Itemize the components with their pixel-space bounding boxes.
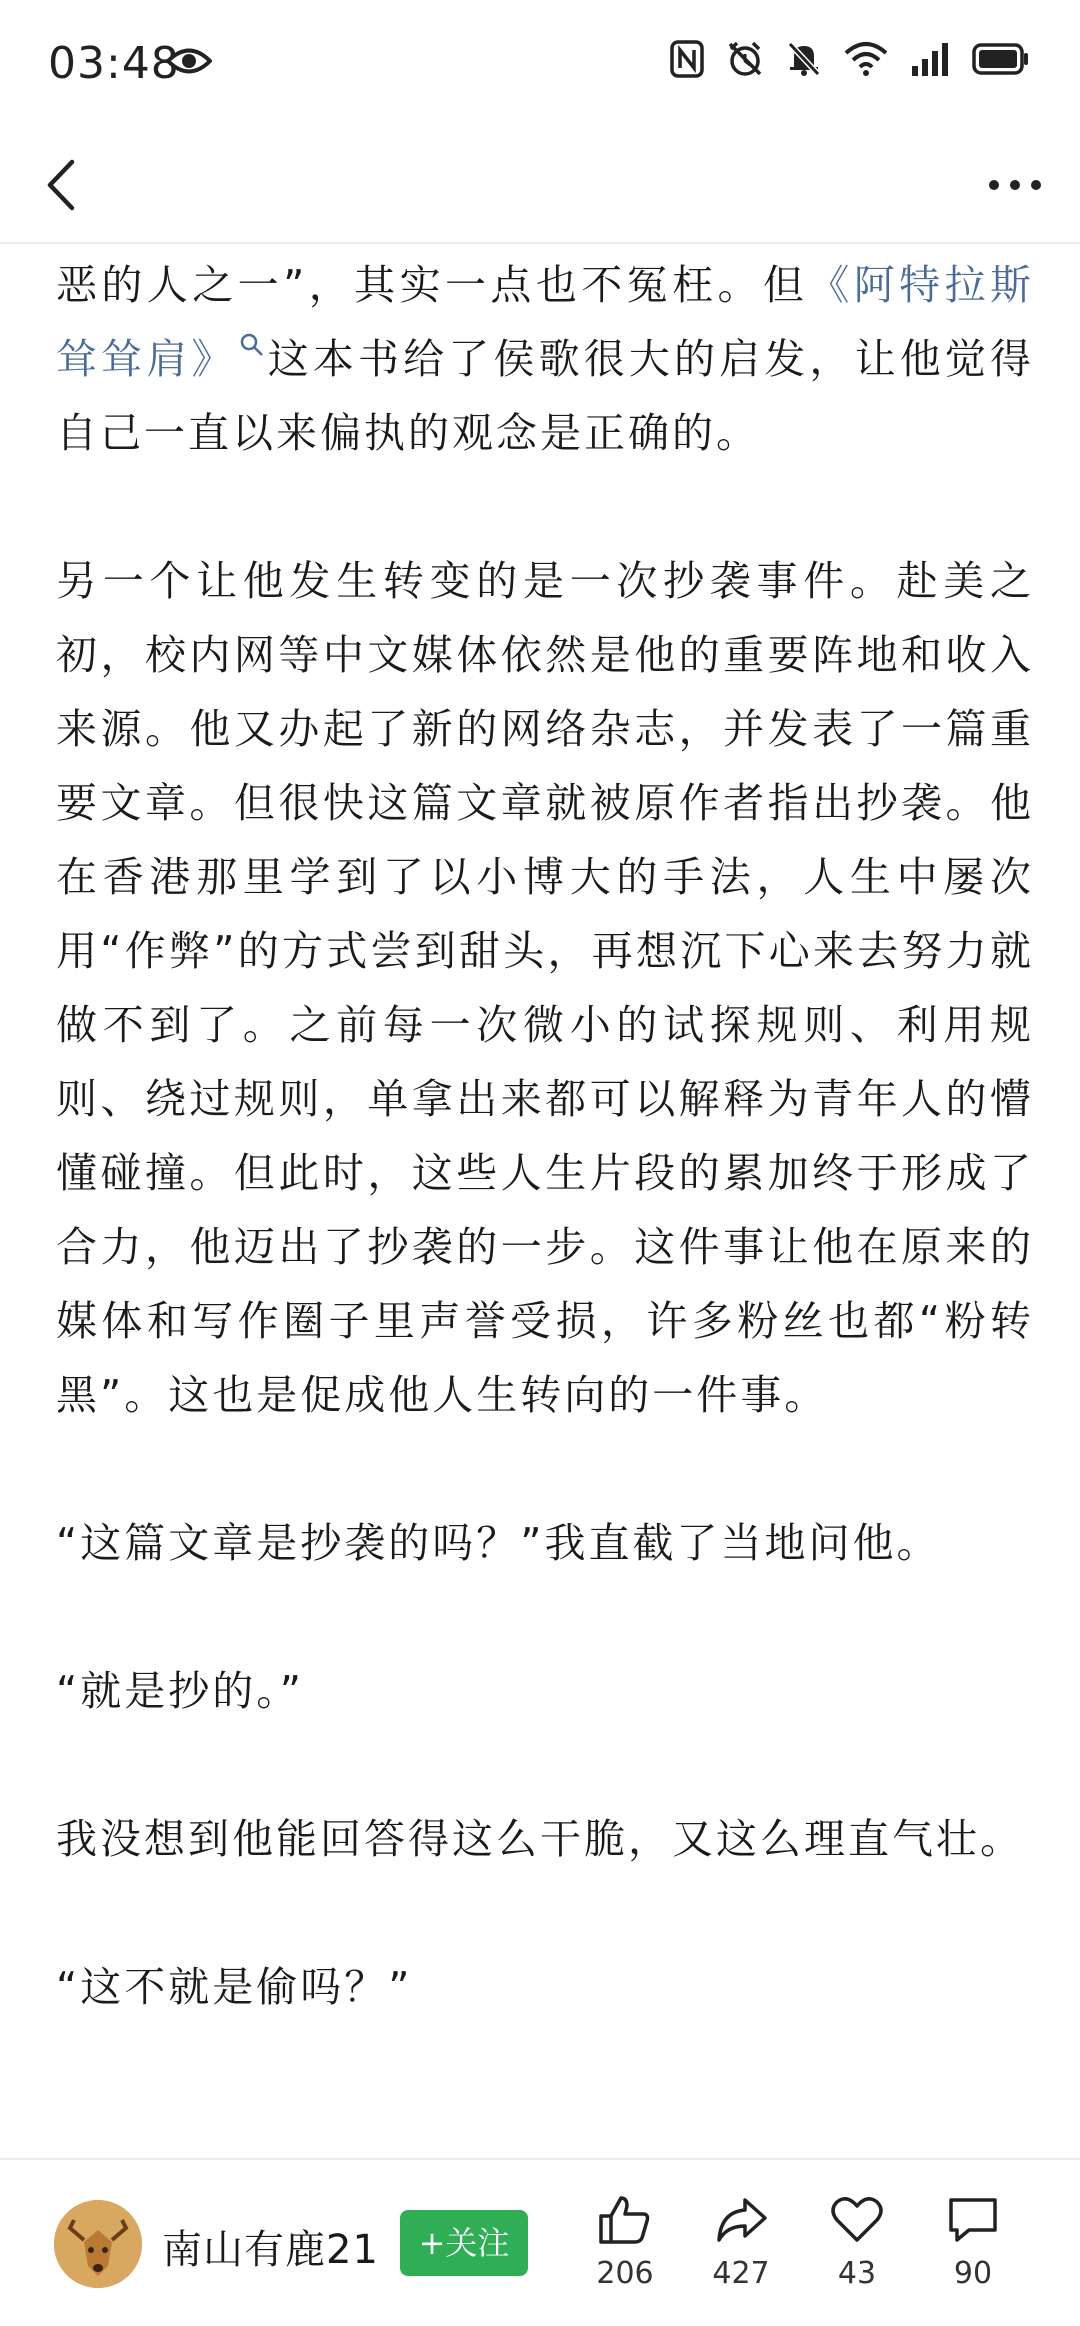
author-name[interactable]: 南山有鹿21 (162, 2227, 379, 2273)
comment-button[interactable] (928, 2194, 1018, 2291)
avatar[interactable] (54, 2200, 142, 2288)
share-icon (713, 2194, 769, 2246)
deer-avatar-icon (54, 2200, 142, 2288)
search-icon[interactable] (239, 332, 265, 358)
book-link[interactable]: 《阿特拉斯耸耸肩》 (56, 261, 1034, 383)
follow-button[interactable]: +关注 (400, 2210, 528, 2276)
comment-icon (945, 2194, 1001, 2246)
comment-count: 90 (953, 2256, 993, 2291)
heart-icon (829, 2194, 885, 2246)
more-dots-icon[interactable] (980, 158, 1050, 212)
wifi-icon (844, 41, 888, 77)
article-paragraph: 另一个让他发生转变的是一次抄袭事件。赴美之初，校内网等中文媒体依然是他的重要阵地和收入来源。他又办起了新的网络杂志，并发表了一篇重要文章。但很快这篇文章就被原作者指出抄袭。他在香港那里学到了以小博大的手法，人生中屡次用“作弊”的方式尝到甜头，再想沉下心来去努力就做不到了。之前每一次微小的试探规则、利用规则、绕过规则，单拿出来都可以解释为青年人的懵懂碰撞。但此时，这些人生片段的累加终于形成了合力，他迈出了抄袭的一步。这件事让他在原来的媒体和写作圈子里声誉受损，许多粉丝也都“粉转黑”。这也是促成他人生转向的一件事。 (56, 557, 1034, 1419)
top-nav-bar (0, 130, 1080, 244)
alarm-icon (726, 40, 764, 78)
eye-icon (166, 46, 212, 76)
article-text: 恶的人之一”，其实一点也不冤枉。但 (56, 261, 809, 309)
nfc-icon (670, 40, 704, 78)
back-chevron-icon[interactable] (34, 152, 90, 218)
like-count: 206 (596, 2256, 654, 2291)
bottom-action-bar (0, 2158, 1080, 2326)
article-paragraph: “就是抄的。” (56, 1667, 304, 1715)
thumbs-up-icon (597, 2194, 653, 2246)
article-paragraph: “这不就是偷吗？” (56, 1963, 413, 2011)
article-paragraph (56, 248, 1034, 470)
favorite-count: 43 (837, 2256, 877, 2291)
share-button[interactable] (696, 2194, 786, 2291)
status-icons (670, 40, 1030, 78)
battery-icon (972, 43, 1030, 75)
like-button[interactable] (580, 2194, 670, 2291)
status-time: 03:48 (48, 38, 180, 89)
status-bar (0, 0, 1080, 130)
article-paragraph: “这篇文章是抄袭的吗？”我直截了当地问他。 (56, 1519, 941, 1567)
favorite-button[interactable] (812, 2194, 902, 2291)
article-body (56, 248, 1034, 2024)
signal-icon (910, 42, 950, 76)
article-text: 这本书给了侯歌很大的启发，让他觉得自己一直以来偏执的观念是正确的。 (56, 335, 1035, 457)
article-paragraph: 我没想到他能回答得这么干脆，又这么理直气壮。 (56, 1815, 1024, 1863)
mute-icon (786, 40, 822, 78)
share-count: 427 (712, 2256, 770, 2291)
